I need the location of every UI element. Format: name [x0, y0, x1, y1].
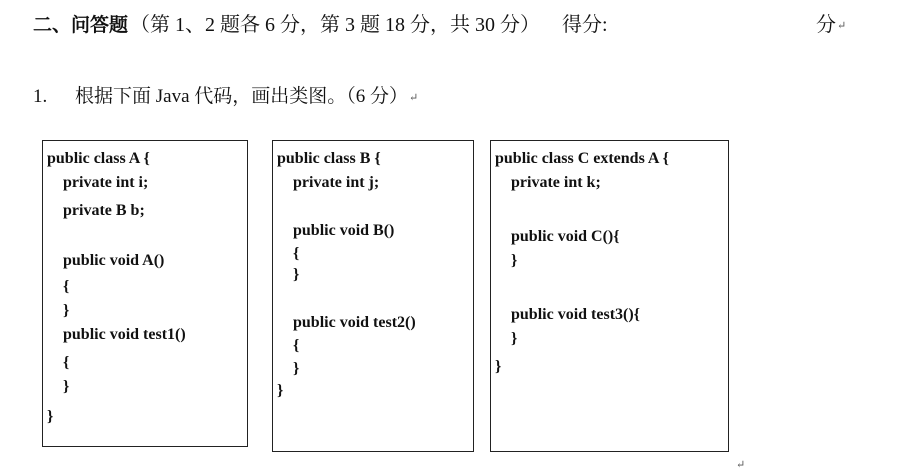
code-line: } [277, 360, 300, 377]
code-line: public class A { [47, 150, 150, 167]
code-line: public void test3(){ [495, 306, 640, 323]
score-label: 得分: [562, 14, 608, 36]
code-line: public class C extends A { [495, 150, 669, 167]
code-box-class-a [42, 140, 248, 447]
question-text: 根据下面 Java 代码，画出类图。（6 分） [75, 86, 409, 107]
code-line: { [277, 337, 300, 354]
code-line: private B b; [47, 202, 145, 219]
section-title: 二、问答题 [33, 14, 129, 36]
code-line: private int j; [277, 174, 380, 191]
score-unit-text: 分 [816, 14, 836, 36]
question-1 [33, 84, 418, 111]
code-line: public void C(){ [495, 228, 620, 245]
score-unit [816, 12, 846, 39]
paragraph-mark-icon: ↵ [837, 20, 847, 33]
code-line: } [47, 302, 70, 319]
code-line: } [495, 252, 518, 269]
code-line: { [47, 354, 70, 371]
code-line: } [277, 266, 300, 283]
code-box-class-c [490, 140, 729, 452]
code-line: } [495, 330, 518, 347]
code-line: } [495, 358, 502, 375]
paragraph-mark-icon: ↵ [736, 459, 746, 471]
section-heading [33, 12, 608, 38]
code-line: { [277, 245, 300, 262]
code-line: public void test1() [47, 326, 186, 343]
section-score-detail: （第 1、2 题各 6 分，第 3 题 18 分，共 30 分） [130, 14, 541, 36]
question-number: 1. [33, 86, 48, 107]
paragraph-mark-icon: ↵ [409, 91, 419, 104]
code-line: public void B() [277, 222, 395, 239]
code-line: { [47, 278, 70, 295]
code-line: } [47, 408, 54, 425]
code-line: private int i; [47, 174, 149, 191]
code-box-class-b [272, 140, 474, 452]
code-line: public class B { [277, 150, 381, 167]
code-line: } [47, 378, 70, 395]
code-line: private int k; [495, 174, 601, 191]
code-line: } [277, 382, 284, 399]
code-line: public void A() [47, 252, 165, 269]
code-line: public void test2() [277, 314, 416, 331]
